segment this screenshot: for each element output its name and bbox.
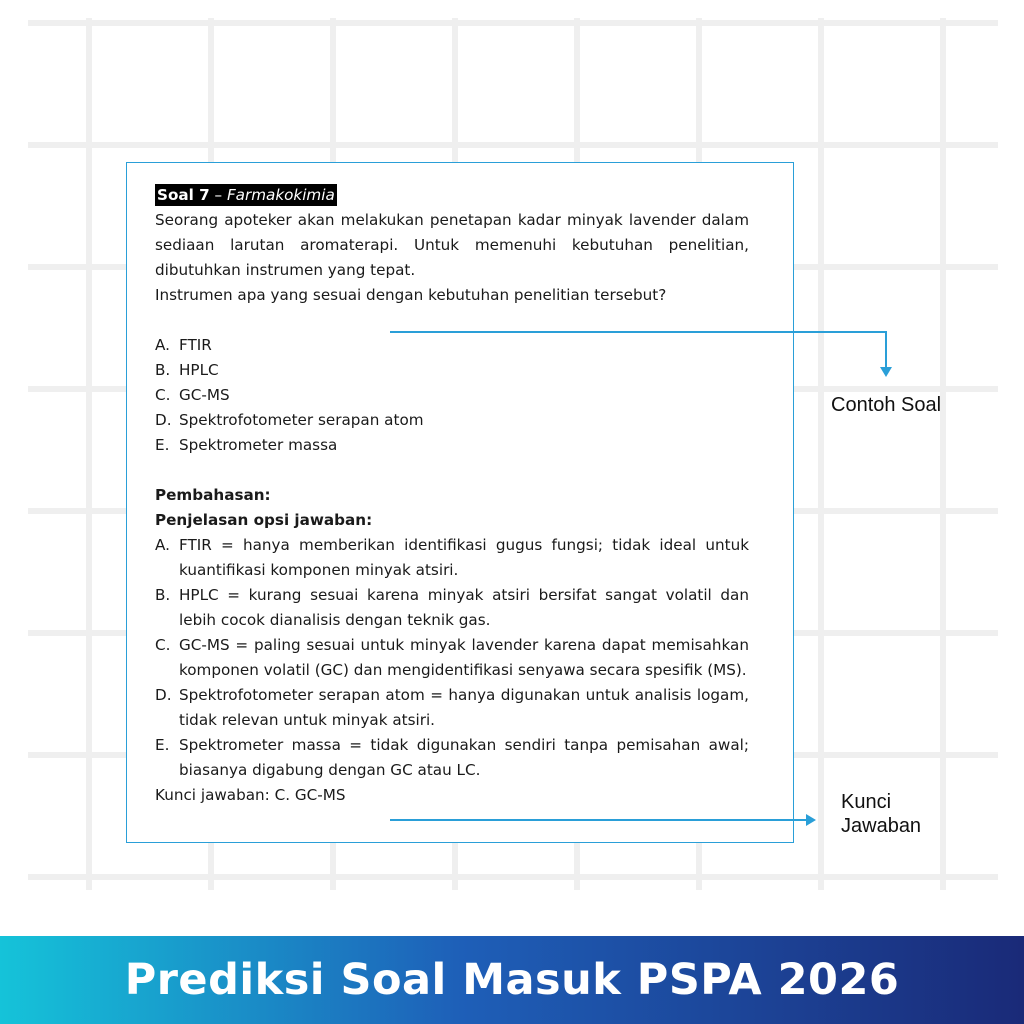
discussion-text: Spektrometer massa = tidak digunakan sendiri tanpa pemisahan awal; biasanya digabung dengan GC atau LC. [179,736,749,779]
discussion-item [155,683,749,733]
discussion-letter: C. [155,636,171,654]
arrow-right-icon [806,814,816,826]
discussion-letter: A. [155,536,170,554]
option-letter: E. [155,436,170,454]
option-letter: D. [155,411,172,429]
option-item [155,408,749,433]
discussion-text: FTIR = hanya memberikan identifikasi gugus fungsi; tidak ideal untuk kuantifikasi komponen minyak atsiri. [179,536,749,579]
option-text: Spektrometer massa [179,436,338,454]
option-letter: A. [155,336,170,354]
option-item [155,358,749,383]
banner-title: Prediksi Soal Masuk PSPA 2026 [124,955,900,1005]
discussion-subheading: Penjelasan opsi jawaban: [155,511,373,529]
option-letter: B. [155,361,171,379]
footer-banner [0,936,1024,1024]
question-number: Soal 7 [157,186,210,204]
discussion-heading: Pembahasan: [155,486,271,504]
discussion-item [155,633,749,683]
title-separator: – [209,186,227,204]
discussion-item [155,733,749,783]
grid-line [28,874,998,880]
grid-line [28,142,998,148]
option-text: HPLC [179,361,219,379]
discussion-list [155,533,749,783]
discussion-item [155,583,749,633]
option-list [155,333,749,458]
question-subject: Farmakokimia [226,186,335,204]
grid-line [940,18,946,890]
discussion-text: HPLC = kurang sesuai karena minyak atsiri bersifat sangat volatil dan lebih cocok dianalisis dengan teknik gas. [179,586,749,629]
option-text: GC-MS [179,386,230,404]
discussion-letter: B. [155,586,171,604]
answer-arrow-line [390,819,808,821]
discussion-text: Spektrofotometer serapan atom = hanya digunakan untuk analisis logam, tidak relevan untuk minyak atsiri. [179,686,749,729]
question-annotation-label: Contoh Soal [831,394,942,416]
discussion-item [155,533,749,583]
grid-line [28,20,998,26]
question-arrow-line [390,331,887,333]
question-prompt: Instrumen apa yang sesuai dengan kebutuhan penelitian tersebut? [155,286,667,304]
grid-line [818,18,824,890]
question-title [155,184,337,206]
question-card [126,162,794,843]
question-stem: Seorang apoteker akan melakukan penetapan kadar minyak lavender dalam sediaan larutan aromaterapi. Untuk memenuhi kebutuhan penelitian, dibutuhkan instrumen yang tepat. [155,211,749,279]
question-arrow-drop [885,331,887,367]
answer-annotation-line1: Kunci [841,791,892,813]
discussion-letter: E. [155,736,170,754]
option-item [155,383,749,408]
option-text: FTIR [179,336,212,354]
option-item [155,333,749,358]
answer-key: Kunci jawaban: C. GC-MS [155,786,346,804]
answer-annotation-label [841,790,921,838]
answer-annotation-line2: Jawaban [841,815,922,837]
question-content [155,183,749,808]
discussion-letter: D. [155,686,172,704]
grid-line [86,18,92,890]
option-text: Spektrofotometer serapan atom [179,411,424,429]
arrow-down-icon [880,367,892,377]
discussion-text: GC-MS = paling sesuai untuk minyak lavender karena dapat memisahkan komponen volatil (GC) dan mengidentifikasi senyawa secara spesifik (MS). [179,636,749,679]
option-item [155,433,749,458]
option-letter: C. [155,386,171,404]
